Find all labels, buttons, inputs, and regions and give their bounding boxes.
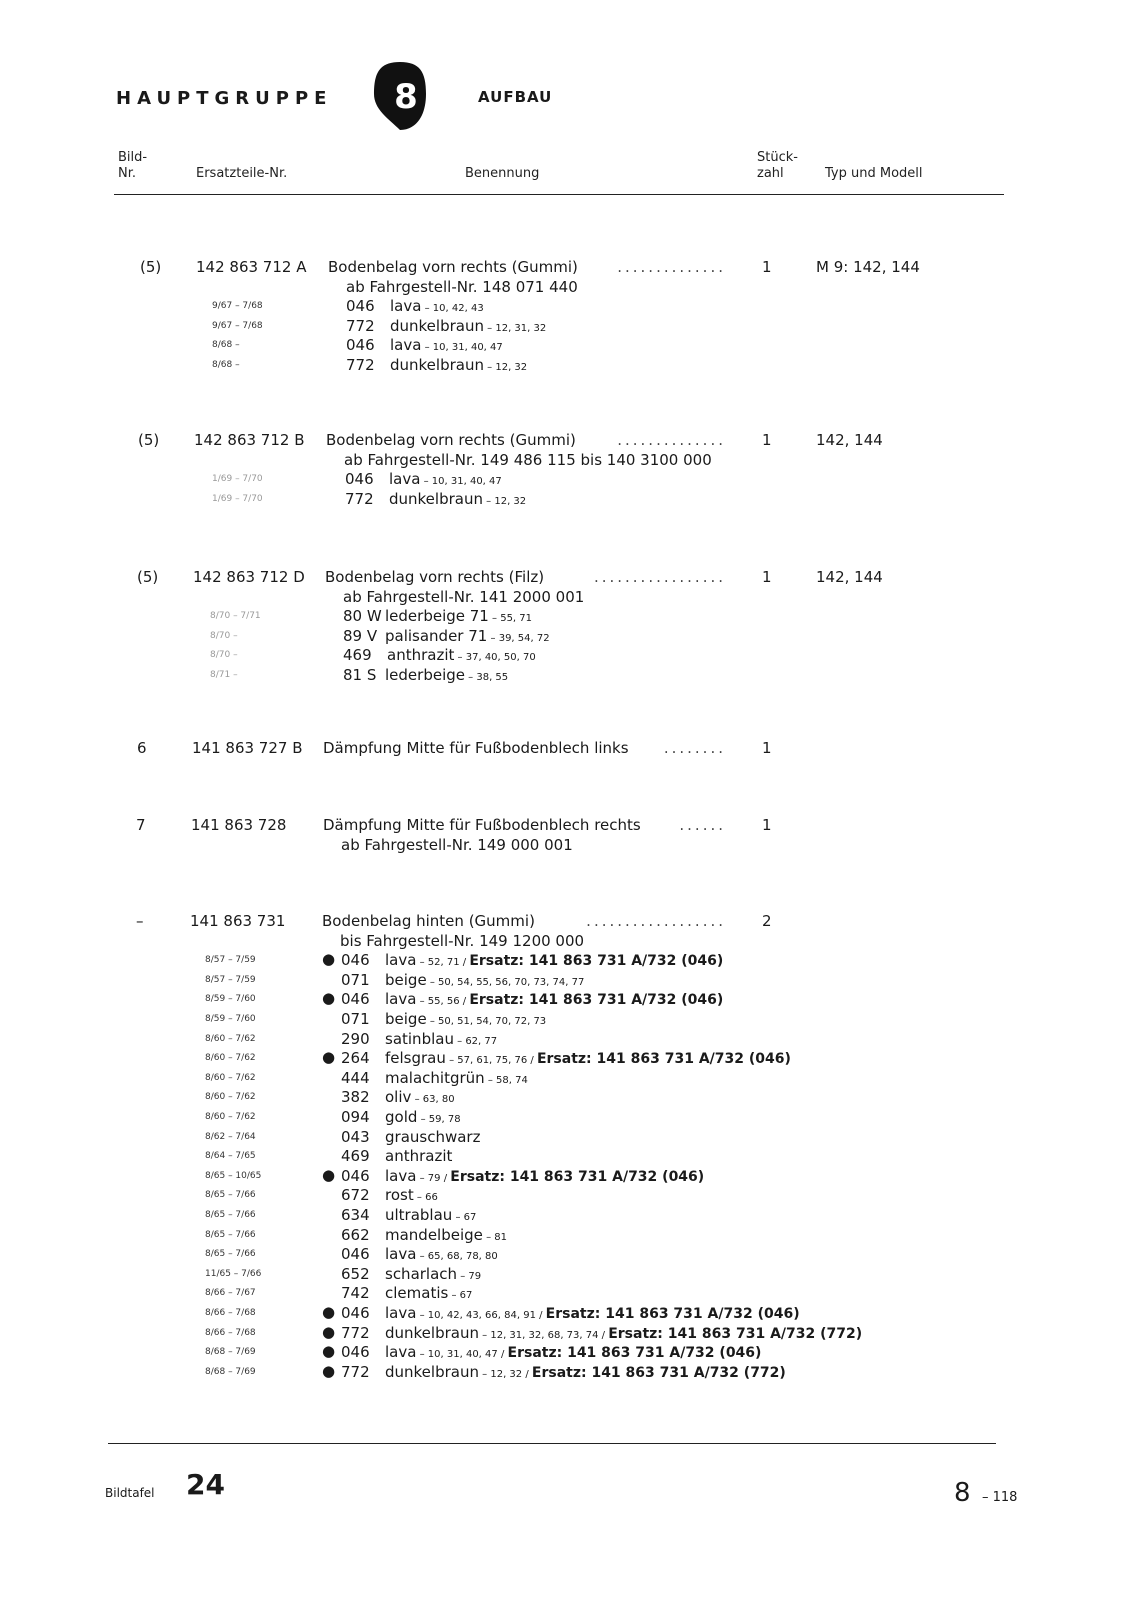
chassis-note: bis Fahrgestell-Nr. 149 1200 000 — [340, 931, 585, 950]
ref-dash: – — [452, 1212, 464, 1223]
color-name: dunkelbraun — [389, 489, 483, 508]
color-code: 043 — [341, 1127, 370, 1146]
color-code: 672 — [341, 1186, 370, 1205]
date-range: 8/60 – 7/62 — [205, 1072, 256, 1083]
leader-dots: ........ — [663, 739, 726, 757]
color-line — [390, 336, 503, 354]
part-name: Bodenbelag vorn rechts (Gummi) — [328, 258, 578, 276]
leader-dots: .............. — [617, 258, 726, 276]
date-range: 9/67 – 7/68 — [212, 301, 263, 312]
color-code: 772 — [346, 316, 375, 335]
leader-dots: .............. — [617, 431, 726, 449]
model-info: 142, 144 — [816, 431, 883, 449]
color-name: grauschwarz — [385, 1127, 481, 1146]
model-info: 142, 144 — [816, 568, 883, 586]
color-line — [390, 356, 527, 374]
color-line — [385, 1049, 791, 1067]
ref-dash: – — [413, 1192, 426, 1204]
color-name: lava — [385, 951, 417, 970]
color-line — [385, 1167, 704, 1185]
quantity: 2 — [762, 912, 772, 930]
color-code: 662 — [341, 1225, 370, 1244]
entry-ref: 6 — [137, 739, 147, 757]
part-name: Bodenbelag hinten (Gummi) — [322, 912, 535, 930]
plate-label: Bildtafel — [105, 1486, 155, 1500]
date-range: 8/68 – 7/69 — [205, 1347, 256, 1358]
model-refs: 10, 42, 43 — [432, 303, 484, 315]
entry-ref: – — [136, 912, 144, 930]
color-name: rost — [385, 1186, 414, 1205]
date-range: 8/65 – 7/66 — [205, 1210, 256, 1220]
date-range: 1/69 – 7/70 — [212, 493, 263, 504]
color-code: 772 — [345, 489, 374, 508]
model-refs: 59, 78 — [428, 1114, 461, 1125]
ref-dash: – — [453, 1035, 466, 1047]
color-line — [389, 490, 526, 508]
date-range: 8/65 – 10/65 — [205, 1170, 262, 1181]
color-code: 071 — [341, 970, 370, 989]
color-name: anthrazit — [387, 646, 455, 665]
color-line — [387, 646, 536, 664]
date-range: 8/64 – 7/65 — [205, 1151, 256, 1162]
model-refs: 81 — [494, 1231, 507, 1243]
date-range: 8/62 – 7/64 — [205, 1131, 256, 1142]
model-refs: 62, 77 — [465, 1035, 498, 1047]
color-name: scharlach — [385, 1264, 458, 1283]
color-line — [385, 1147, 452, 1165]
model-refs: 57, 61, 75, 76 — [457, 1055, 528, 1067]
date-range: 9/67 – 7/68 — [212, 320, 263, 331]
date-range: 8/57 – 7/59 — [205, 955, 256, 966]
date-range: 8/68 – — [212, 360, 240, 370]
quantity: 1 — [762, 816, 772, 834]
color-code: 071 — [341, 1010, 370, 1028]
col-header-type: Typ und Modell — [825, 166, 923, 181]
part-number: 142 863 712 A — [196, 258, 307, 276]
model-refs: 39, 54, 72 — [498, 632, 550, 644]
group-number-badge — [372, 60, 428, 132]
color-name: lava — [390, 336, 422, 355]
color-code: 046 — [341, 951, 370, 970]
replacement-note: Ersatz: 141 863 731 A/732 (046) — [469, 953, 724, 970]
color-line — [385, 1030, 497, 1048]
quantity: 1 — [762, 739, 772, 757]
model-refs: 55, 56 — [427, 996, 460, 1008]
bullet-marker: ● — [322, 950, 336, 969]
color-name: lederbeige 71 — [385, 607, 489, 626]
color-line — [390, 317, 546, 335]
color-code: 469 — [341, 1147, 370, 1166]
ersatz-slash: / — [598, 1329, 609, 1341]
color-name: lava — [390, 297, 422, 316]
model-refs: 58, 74 — [496, 1074, 528, 1086]
model-refs: 12, 32 — [495, 362, 528, 373]
color-line — [385, 1343, 761, 1361]
model-refs: 52, 71 — [427, 957, 460, 969]
model-refs: 10, 31, 40, 47 — [427, 1349, 498, 1361]
ref-dash: – — [483, 322, 496, 334]
model-refs: 12, 31, 32 — [495, 322, 547, 334]
ref-dash: – — [416, 1310, 428, 1321]
ref-dash: – — [457, 1270, 469, 1282]
date-range: 8/65 – 7/66 — [205, 1229, 256, 1240]
part-number: 141 863 728 — [191, 816, 287, 834]
model-refs: 12, 32 — [494, 495, 527, 507]
date-range: 8/70 – — [210, 630, 238, 641]
replacement-note: Ersatz: 141 863 731 A/732 (772) — [608, 1325, 863, 1342]
ersatz-slash: / — [459, 996, 470, 1008]
date-range: 8/66 – 7/67 — [205, 1288, 256, 1299]
color-code: 81 S — [343, 666, 377, 684]
color-name: malachitgrün — [385, 1068, 485, 1087]
col-header-qty: Stück- zahl — [757, 150, 798, 181]
model-info: M 9: 142, 144 — [816, 258, 920, 276]
model-refs: 10, 31, 40, 47 — [431, 476, 502, 488]
color-code: 046 — [345, 470, 374, 489]
part-name: Dämpfung Mitte für Fußbodenblech links — [323, 739, 629, 757]
color-name: clematis — [385, 1284, 449, 1303]
ersatz-slash: / — [535, 1310, 546, 1321]
color-code: 772 — [341, 1323, 370, 1342]
model-refs: 12, 32 — [490, 1368, 523, 1380]
date-range: 8/59 – 7/60 — [205, 994, 256, 1005]
ref-dash: – — [416, 1172, 428, 1184]
color-line — [385, 627, 550, 645]
model-refs: 38, 55 — [476, 672, 509, 683]
ersatz-slash: / — [459, 957, 470, 969]
model-refs: 63, 80 — [422, 1094, 455, 1106]
model-refs: 37, 40, 50, 70 — [465, 652, 536, 664]
ref-dash: – — [411, 1094, 423, 1106]
bullet-marker: ● — [322, 1361, 336, 1380]
color-line — [385, 951, 723, 969]
col-header-part: Ersatzteile-Nr. — [196, 166, 288, 181]
quantity: 1 — [762, 258, 772, 276]
replacement-note: Ersatz: 141 863 731 A/732 (046) — [545, 1306, 800, 1322]
chassis-note: ab Fahrgestell-Nr. 148 071 440 — [346, 277, 578, 296]
color-code: 046 — [341, 1304, 370, 1322]
color-name: beige — [385, 1010, 427, 1028]
leader-dots: .................. — [586, 912, 726, 930]
color-line — [385, 1069, 528, 1087]
model-refs: 67 — [463, 1212, 477, 1223]
color-line — [385, 607, 532, 625]
group-name: AUFBAU — [478, 88, 553, 106]
color-name: anthrazit — [385, 1147, 453, 1166]
ersatz-slash: / — [440, 1172, 451, 1184]
model-refs: 55, 71 — [500, 613, 533, 625]
ref-dash: – — [487, 632, 499, 644]
color-name: lava — [389, 470, 421, 489]
date-range: 8/66 – 7/68 — [205, 1308, 256, 1318]
date-range: 11/65 – 7/66 — [205, 1268, 262, 1279]
bullet-marker: ● — [322, 1322, 336, 1341]
color-code: 046 — [341, 990, 370, 1009]
date-range: 8/57 – 7/59 — [205, 974, 256, 985]
color-code: 80 W — [343, 607, 382, 626]
col-header-name: Benennung — [465, 166, 540, 181]
color-name: gold — [385, 1108, 418, 1126]
ref-dash: – — [454, 652, 466, 664]
date-range: 8/68 – 7/69 — [205, 1366, 256, 1377]
color-code: 046 — [341, 1166, 370, 1185]
color-line — [385, 971, 584, 989]
header-divider — [114, 194, 1004, 195]
color-name: ultrablau — [385, 1206, 453, 1224]
color-code: 742 — [341, 1284, 370, 1303]
ref-dash: – — [417, 1114, 429, 1125]
page-number-major: 8 — [954, 1478, 971, 1508]
color-code: 772 — [346, 356, 375, 374]
ref-dash: – — [484, 1074, 497, 1086]
color-line — [385, 1226, 507, 1244]
model-refs: 67 — [459, 1290, 473, 1302]
ref-dash: – — [478, 1329, 491, 1341]
chassis-note: ab Fahrgestell-Nr. 149 000 001 — [341, 835, 573, 854]
chassis-note: ab Fahrgestell-Nr. 141 2000 001 — [343, 587, 585, 606]
ref-dash: – — [448, 1290, 460, 1302]
part-number: 142 863 712 B — [194, 431, 305, 449]
date-range: 1/69 – 7/70 — [212, 474, 263, 485]
quantity: 1 — [762, 431, 772, 449]
replacement-note: Ersatz: 141 863 731 A/732 (772) — [531, 1364, 786, 1381]
part-number: 142 863 712 D — [193, 568, 305, 586]
ref-dash: – — [488, 613, 501, 625]
page-number-minor: – 118 — [982, 1490, 1018, 1505]
color-code: 046 — [341, 1245, 370, 1264]
entry-ref: (5) — [138, 431, 160, 449]
date-range: 8/66 – 7/68 — [205, 1327, 256, 1338]
model-refs: 65, 68, 78, 80 — [427, 1251, 498, 1263]
ersatz-slash: / — [522, 1368, 532, 1380]
color-line — [385, 1128, 480, 1146]
color-line — [385, 666, 508, 684]
date-range: 8/60 – 7/62 — [205, 1033, 256, 1044]
color-line — [385, 1088, 455, 1106]
model-refs: 79 — [468, 1270, 482, 1282]
date-range: 8/59 – 7/60 — [205, 1014, 256, 1024]
color-code: 444 — [341, 1068, 370, 1087]
color-name: beige — [385, 970, 427, 989]
bullet-marker: ● — [322, 1342, 336, 1361]
color-line — [385, 1265, 481, 1283]
footer-divider — [108, 1443, 996, 1444]
replacement-note: Ersatz: 141 863 731 A/732 (046) — [536, 1051, 791, 1068]
color-line — [390, 297, 484, 315]
bullet-marker: ● — [322, 1165, 336, 1184]
color-name: satinblau — [385, 1029, 454, 1048]
color-line — [385, 990, 723, 1008]
ref-dash: – — [464, 672, 477, 683]
color-line — [389, 470, 502, 488]
color-code: 89 V — [343, 626, 378, 645]
ref-dash: – — [420, 476, 432, 488]
ref-dash: – — [416, 996, 428, 1008]
color-code: 382 — [341, 1088, 370, 1107]
ref-dash: – — [483, 362, 496, 373]
color-line — [385, 1186, 438, 1204]
ref-dash: – — [416, 1251, 428, 1263]
replacement-note: Ersatz: 141 863 731 A/732 (046) — [469, 992, 724, 1009]
model-refs: 66 — [425, 1192, 438, 1204]
color-name: felsgrau — [385, 1049, 446, 1068]
color-code: 290 — [341, 1029, 370, 1048]
color-name: lava — [385, 1245, 417, 1264]
date-range: 8/65 – 7/66 — [205, 1190, 256, 1201]
col-header-bild: Bild- Nr. — [118, 150, 148, 181]
leader-dots: ...... — [679, 816, 726, 834]
ref-dash: – — [421, 303, 433, 315]
part-name: Bodenbelag vorn rechts (Gummi) — [326, 431, 576, 449]
color-code: 094 — [341, 1108, 370, 1126]
color-code: 772 — [341, 1362, 370, 1381]
color-code: 652 — [341, 1264, 370, 1283]
ref-dash: – — [426, 976, 439, 988]
date-range: 8/68 – — [212, 340, 240, 351]
ref-dash: – — [482, 1231, 495, 1243]
ref-dash: – — [482, 495, 495, 507]
ref-dash: – — [421, 342, 433, 354]
color-line — [385, 1324, 862, 1342]
color-code: 469 — [343, 646, 372, 665]
color-name: lava — [385, 1304, 417, 1322]
date-range: 8/71 – — [210, 670, 238, 680]
entry-ref: (5) — [140, 258, 162, 276]
ref-dash: – — [426, 1016, 439, 1027]
color-line — [385, 1304, 800, 1322]
model-refs: 50, 51, 54, 70, 72, 73 — [438, 1016, 547, 1027]
color-code: 046 — [341, 1343, 370, 1362]
color-name: lederbeige — [385, 666, 465, 684]
date-range: 8/60 – 7/62 — [205, 1092, 256, 1103]
model-refs: 12, 31, 32, 68, 73, 74 — [490, 1329, 599, 1341]
color-line — [385, 1363, 786, 1381]
color-name: lava — [385, 990, 417, 1009]
bullet-marker: ● — [322, 989, 336, 1008]
color-name: dunkelbraun — [385, 1323, 479, 1342]
ersatz-slash: / — [497, 1349, 508, 1361]
color-code: 046 — [346, 336, 375, 355]
entry-ref: 7 — [136, 816, 146, 834]
replacement-note: Ersatz: 141 863 731 A/732 (046) — [507, 1345, 762, 1362]
entry-ref: (5) — [137, 568, 159, 586]
ref-dash: – — [445, 1055, 458, 1067]
color-name: oliv — [385, 1088, 412, 1107]
ref-dash: – — [416, 1349, 428, 1361]
color-name: dunkelbraun — [390, 316, 484, 335]
color-name: lava — [385, 1166, 417, 1185]
model-refs: 79 — [427, 1172, 441, 1184]
group-label: HAUPTGRUPPE — [116, 88, 333, 109]
color-name: palisander 71 — [385, 626, 488, 645]
model-refs: 10, 31, 40, 47 — [432, 342, 503, 354]
color-code: 046 — [346, 297, 375, 316]
model-refs: 50, 54, 55, 56, 70, 73, 74, 77 — [438, 976, 585, 988]
leader-dots: ................. — [593, 568, 726, 586]
color-name: dunkelbraun — [390, 356, 484, 374]
color-line — [385, 1206, 476, 1224]
date-range: 8/70 – — [210, 650, 238, 661]
ref-dash: – — [478, 1368, 491, 1380]
date-range: 8/65 – 7/66 — [205, 1249, 256, 1260]
date-range: 8/70 – 7/71 — [210, 611, 261, 622]
ersatz-slash: / — [527, 1055, 537, 1067]
date-range: 8/60 – 7/62 — [205, 1112, 256, 1122]
chassis-note: ab Fahrgestell-Nr. 149 486 115 bis 140 3100 000 — [344, 450, 712, 469]
color-line — [385, 1245, 498, 1263]
color-name: dunkelbraun — [385, 1362, 479, 1381]
color-line — [385, 1010, 546, 1028]
quantity: 1 — [762, 568, 772, 586]
color-line — [385, 1284, 472, 1302]
group-number: 8 — [394, 77, 418, 117]
bullet-marker: ● — [322, 1048, 336, 1067]
color-code: 634 — [341, 1206, 370, 1224]
color-name: mandelbeige — [385, 1225, 483, 1244]
date-range: 8/60 – 7/62 — [205, 1053, 256, 1064]
color-name: lava — [385, 1343, 417, 1362]
color-code: 264 — [341, 1049, 370, 1068]
part-number: 141 863 731 — [190, 912, 286, 930]
ref-dash: – — [416, 957, 428, 969]
part-name: Bodenbelag vorn rechts (Filz) — [325, 568, 545, 586]
part-number: 141 863 727 B — [192, 739, 303, 757]
bullet-marker: ● — [322, 1303, 336, 1321]
model-refs: 10, 42, 43, 66, 84, 91 — [427, 1310, 536, 1321]
part-name: Dämpfung Mitte für Fußbodenblech rechts — [323, 816, 641, 834]
color-line — [385, 1108, 461, 1126]
replacement-note: Ersatz: 141 863 731 A/732 (046) — [450, 1168, 705, 1185]
plate-number: 24 — [186, 1468, 225, 1501]
